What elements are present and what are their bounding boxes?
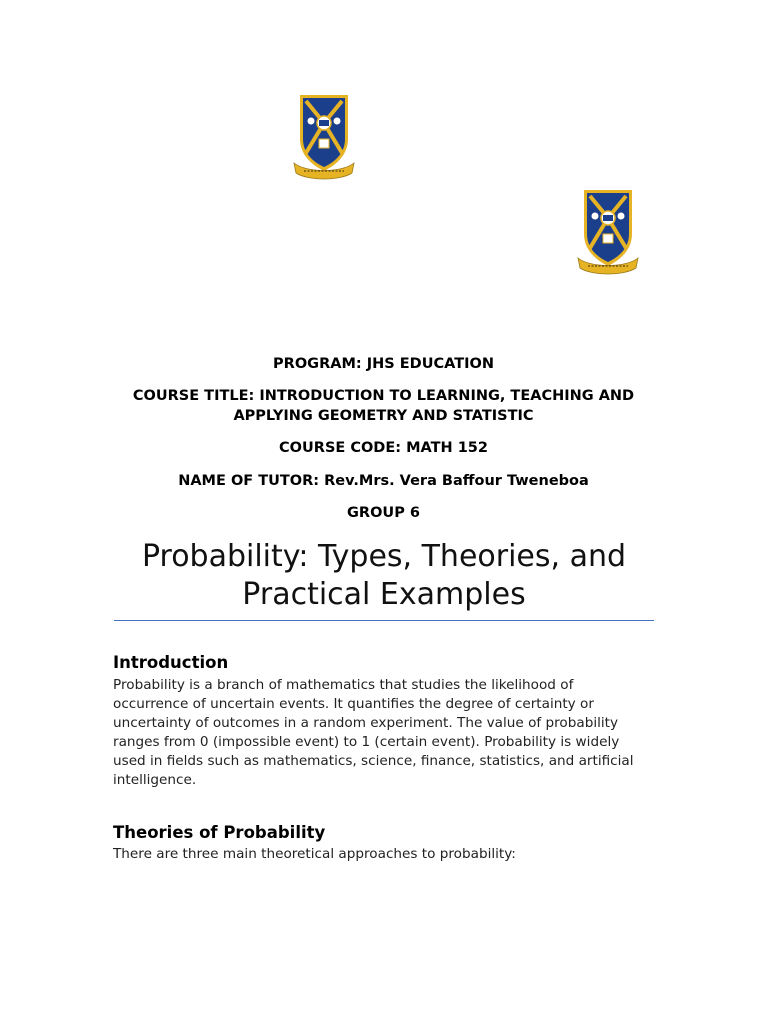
tutor-name-label: NAME OF TUTOR: Rev.Mrs. Vera Baffour Tweneboa — [178, 473, 589, 489]
document-title: Probability: Types, Theories, and Practical Examples — [141, 539, 627, 612]
section-heading-theories: Theories of Probability — [113, 823, 326, 842]
section-body-introduction: Probability is a branch of mathematics that studies the likelihood of occurrence of uncertain events. It quantifies the degree of certainty or uncertainty of outcomes in a random experiment. The value of probability ranges from 0 (impossible event) to 1 (certain event). Probability is widely used in fields such as mathematics, science, finance, statistics, and artificial intelligence. — [113, 677, 634, 788]
course-code-label: COURSE CODE: MATH 152 — [279, 440, 488, 456]
section-body-theories: There are three main theoretical approaches to probability: — [113, 846, 516, 862]
university-crest-icon — [576, 188, 640, 278]
title-divider — [114, 620, 654, 621]
section-heading-introduction: Introduction — [113, 653, 229, 672]
university-crest-icon — [292, 93, 356, 183]
program-label: PROGRAM: JHS EDUCATION — [273, 356, 494, 372]
group-label: GROUP 6 — [347, 505, 420, 521]
course-title-label: COURSE TITLE: INTRODUCTION TO LEARNING, TEACHING AND APPLYING GEOMETRY AND STATISTIC — [132, 388, 635, 424]
